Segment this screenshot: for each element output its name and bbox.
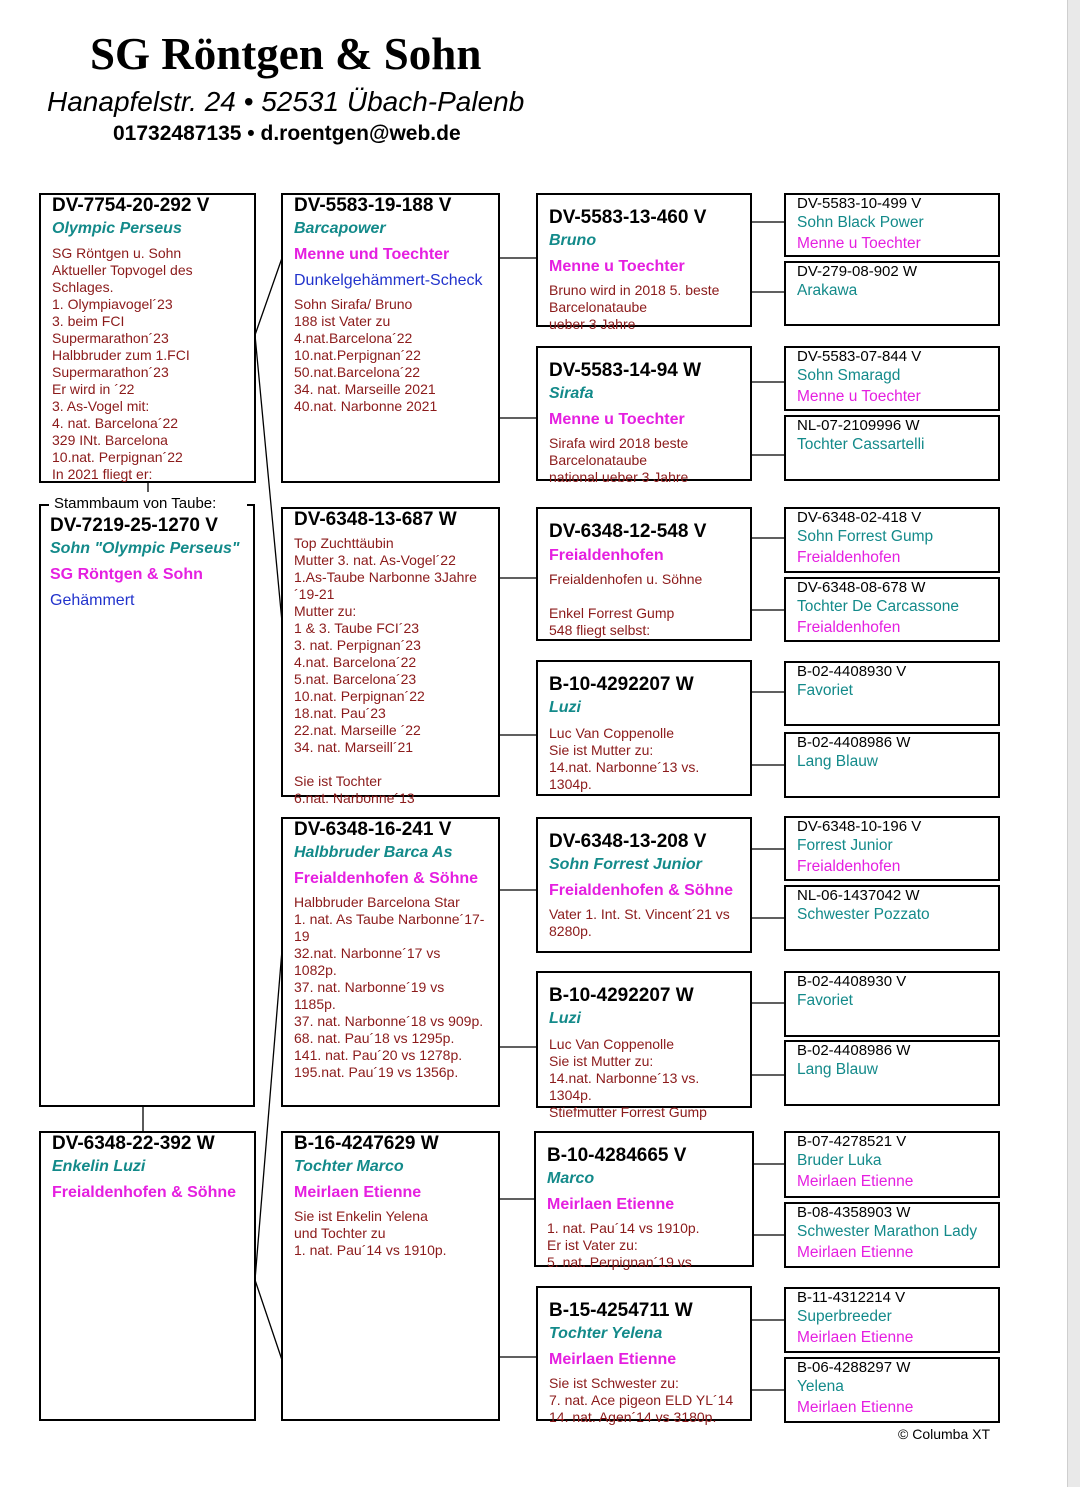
subject-label: Stammbaum von Taube: bbox=[54, 495, 217, 512]
breeder-name: Menne u Toechter bbox=[549, 411, 685, 428]
gen3-card[interactable] bbox=[536, 1286, 752, 1425]
ring-number: B-10-4292207 W bbox=[549, 985, 694, 1006]
gen3-card[interactable] bbox=[536, 346, 752, 485]
pedigree-notes: Luc Van Coppenolle Sie ist Mutter zu: 14.nat. Narbonne´13 vs. 1304p. Stiefmutter Forrest Gump bbox=[549, 1036, 707, 1120]
breeder-name: Menne u Toechter bbox=[797, 388, 921, 405]
color-description: Dunkelgehämmert-Scheck bbox=[294, 272, 483, 289]
mother-card[interactable] bbox=[39, 1131, 256, 1421]
gen4-card[interactable] bbox=[784, 885, 1000, 951]
ring-number: B-07-4278521 V bbox=[797, 1133, 907, 1150]
gen4-card[interactable] bbox=[784, 971, 1000, 1037]
loft-address: Hanapfelstr. 24 • 52531 Übach-Palenb bbox=[47, 86, 525, 117]
pigeon-name: Tochter Marco bbox=[294, 1158, 404, 1175]
pedigree-notes: Sirafa wird 2018 beste Barcelonataube national ueber 3 Jahre bbox=[549, 435, 689, 485]
gen4-card[interactable] bbox=[784, 261, 1000, 326]
pedigree-notes: Vater 1. Int. St. Vincent´21 vs 8280p. bbox=[549, 906, 730, 939]
breeder-name: Menne und Toechter bbox=[294, 246, 450, 263]
breeder-name: Meirlaen Etienne bbox=[797, 1399, 914, 1416]
pedigree-notes: Sie ist Schwester zu: 7. nat. Ace pigeon ELD YL´14 14. nat. Agen´14 vs 3180p. bbox=[549, 1375, 734, 1425]
pigeon-name: Lang Blauw bbox=[797, 753, 879, 770]
ring-number: DV-5583-14-94 W bbox=[549, 360, 702, 381]
breeder-name: Freialdenhofen bbox=[797, 858, 901, 875]
breeder-name: Freialdenhofen bbox=[797, 549, 901, 566]
breeder-name: Menne u Toechter bbox=[797, 235, 921, 252]
ring-number: DV-6348-08-678 W bbox=[797, 579, 926, 596]
ring-number: DV-6348-02-418 V bbox=[797, 509, 922, 526]
pigeon-name: Superbreeder bbox=[797, 1308, 892, 1325]
pedigree-notes: SG Röntgen u. Sohn Aktueller Topvogel des Schlages. 1. Olympiavogel´23 3. beim FCI Supermarathon´23 Halbbruder zum 1.FCI Supermarathon´23 Er wird in ´22 3. As-Vogel mit: 4. nat. Barcelona´22 329 INt. Barcelona 10.nat. Perpignan´22 In 2021 fliegt er: bbox=[52, 245, 193, 482]
pigeon-name: Luzi bbox=[549, 1010, 581, 1027]
pedigree-notes: Sohn Sirafa/ Bruno 188 ist Vater zu 4.nat.Barcelona´22 10.nat.Perpignan´22 50.nat.Barcelona´22 34. nat. Marseille 2021 40.nat. Narbonne 2021 bbox=[294, 296, 438, 414]
pigeon-name: Favoriet bbox=[797, 682, 853, 699]
pigeon-name: Bruder Luka bbox=[797, 1152, 882, 1169]
breeder-name: Meirlaen Etienne bbox=[549, 1351, 677, 1368]
ring-number: DV-5583-13-460 V bbox=[549, 207, 707, 228]
pigeon-name: Bruno bbox=[549, 232, 597, 249]
breeder-name: Meirlaen Etienne bbox=[797, 1173, 914, 1190]
subject-frame-top bbox=[39, 504, 49, 506]
software-copyright: © Columba XT bbox=[898, 1426, 991, 1442]
gen3-card[interactable] bbox=[536, 971, 752, 1120]
pigeon-name: Favoriet bbox=[797, 992, 853, 1009]
loft-title: SG Röntgen & Sohn bbox=[90, 29, 482, 79]
ring-number: DV-5583-10-499 V bbox=[797, 195, 922, 212]
pigeon-name: Sohn Smaragd bbox=[797, 367, 901, 384]
gen4-card[interactable] bbox=[784, 1357, 1000, 1423]
ring-number: NL-06-1437042 W bbox=[797, 887, 920, 904]
gen4-card[interactable] bbox=[784, 816, 1000, 881]
pigeon-name: Forrest Junior bbox=[797, 837, 893, 854]
ring-number: DV-5583-07-844 V bbox=[797, 348, 922, 365]
gen4-card[interactable] bbox=[784, 661, 1000, 726]
pigeon-name: Yelena bbox=[797, 1378, 844, 1395]
grandmother-paternal-card[interactable] bbox=[281, 507, 500, 806]
loft-contact: 01732487135 • d.roentgen@web.de bbox=[113, 122, 461, 145]
gen3-card[interactable] bbox=[536, 507, 752, 641]
gen4-card[interactable] bbox=[784, 507, 1000, 573]
ring-number: DV-5583-19-188 V bbox=[294, 195, 452, 216]
breeder-name: Meirlaen Etienne bbox=[547, 1196, 675, 1213]
gen3-card[interactable] bbox=[536, 817, 752, 953]
gen4-card[interactable] bbox=[784, 1040, 1000, 1106]
ring-number: B-02-4408930 V bbox=[797, 663, 907, 680]
ring-number: B-06-4288297 W bbox=[797, 1359, 911, 1376]
pigeon-name: Luzi bbox=[549, 699, 581, 716]
gen4-card[interactable] bbox=[784, 1287, 1000, 1353]
pigeon-name: Arakawa bbox=[797, 282, 858, 299]
subject-frame-top bbox=[247, 504, 255, 506]
pigeon-name: Schwester Pozzato bbox=[797, 906, 930, 923]
ring-number: DV-6348-10-196 V bbox=[797, 818, 922, 835]
breeder-name: Meirlaen Etienne bbox=[294, 1184, 422, 1201]
breeder-name: Freialdenhofen & Söhne bbox=[549, 882, 734, 899]
pedigree-notes: Halbbruder Barcelona Star 1. nat. As Taube Narbonne´17- 19 32.nat. Narbonne´17 vs 1082p. 37. nat. Narbonne´19 vs 1185p. 37. nat. Narbonne´18 vs 909p. 68. nat. Pau´18 vs 1295p. 141. nat. Pau´20 vs 1278p. 195.nat. Pau´19 vs 1356p. bbox=[294, 894, 485, 1080]
breeder-name: Freialdenhofen bbox=[797, 619, 901, 636]
grandfather-maternal-card[interactable] bbox=[281, 817, 500, 1107]
grandfather-paternal-card[interactable] bbox=[281, 193, 500, 483]
subject-card[interactable] bbox=[39, 505, 255, 1107]
pigeon-name: Sirafa bbox=[549, 385, 594, 402]
gen4-card[interactable] bbox=[784, 1131, 1000, 1198]
ring-number: B-11-4312214 V bbox=[797, 1289, 906, 1306]
ring-number: DV-6348-13-208 V bbox=[549, 831, 707, 852]
gen3-card[interactable] bbox=[536, 660, 752, 796]
breeder-name: Freialdenhofen bbox=[549, 547, 664, 564]
ring-number: B-02-4408930 V bbox=[797, 973, 907, 990]
pigeon-name: Tochter De Carcassone bbox=[797, 598, 959, 615]
subject-ring-number: DV-7219-25-1270 V bbox=[50, 515, 218, 536]
breeder-name: Meirlaen Etienne bbox=[797, 1329, 914, 1346]
ring-number: DV-6348-22-392 W bbox=[52, 1133, 215, 1154]
ring-number: B-08-4358903 W bbox=[797, 1204, 911, 1221]
ring-number: B-16-4247629 W bbox=[294, 1133, 439, 1154]
pigeon-name: Halbbruder Barca As bbox=[294, 844, 453, 861]
pigeon-name: Tochter Yelena bbox=[549, 1325, 663, 1342]
gen4-card[interactable] bbox=[784, 577, 1000, 642]
breeder-name: Freialdenhofen & Söhne bbox=[52, 1184, 237, 1201]
pigeon-name: Tochter Cassartelli bbox=[797, 436, 925, 453]
pedigree-notes: 1. nat. Pau´14 vs 1910p. Er ist Vater zu: 5. nat. Perpignan´19 vs bbox=[547, 1220, 700, 1270]
pigeon-name: Lang Blauw bbox=[797, 1061, 879, 1078]
subject-breeder: SG Röntgen & Sohn bbox=[50, 566, 203, 583]
ring-number: DV-7754-20-292 V bbox=[52, 195, 210, 216]
breeder-name: Freialdenhofen & Söhne bbox=[294, 870, 479, 887]
gen4-card[interactable] bbox=[784, 415, 1000, 481]
pigeon-name: Sohn Forrest Junior bbox=[549, 856, 702, 873]
subject-name: Sohn "Olympic Perseus" bbox=[50, 540, 240, 557]
breeder-name: Meirlaen Etienne bbox=[797, 1244, 914, 1261]
ring-number: B-10-4292207 W bbox=[549, 674, 694, 695]
grandmother-maternal-card[interactable] bbox=[281, 1131, 500, 1421]
breeder-name: Menne u Toechter bbox=[549, 258, 685, 275]
pedigree-notes: Bruno wird in 2018 5. beste Barcelonataube ueber 3 Jahre bbox=[549, 282, 720, 332]
pigeon-name: Barcapower bbox=[294, 220, 386, 237]
pigeon-name: Olympic Perseus bbox=[52, 220, 182, 237]
ring-number: B-02-4408986 W bbox=[797, 734, 911, 751]
ring-number: DV-6348-16-241 V bbox=[294, 819, 452, 840]
ring-number: DV-6348-13-687 W bbox=[294, 509, 457, 530]
gen4-card[interactable] bbox=[784, 193, 1000, 257]
gen3-card[interactable] bbox=[534, 1131, 754, 1270]
ring-number: NL-07-2109996 W bbox=[797, 417, 920, 434]
pigeon-name: Schwester Marathon Lady bbox=[797, 1223, 978, 1240]
subject-color: Gehämmert bbox=[50, 592, 135, 609]
pigeon-name: Sohn Black Power bbox=[797, 214, 924, 231]
pedigree-notes: Top Zuchttäubin Mutter 3. nat. As-Vogel´22 1.As-Taube Narbonne 3Jahre ´19-21 Mutter zu: 1 & 3. Taube FCI´23 3. nat. Perpignan´23 4.nat. Barcelona´22 5.nat. Barcelona´23 10.nat. Perpignan´22 18.nat. Pau´23 22.nat. Marseille ´22 34. nat. Marseill´21 bbox=[294, 535, 477, 755]
gen4-card[interactable] bbox=[784, 1202, 1000, 1268]
ring-number: B-10-4284665 V bbox=[547, 1145, 687, 1166]
gen3-card[interactable] bbox=[536, 193, 752, 332]
pigeon-name: Enkelin Luzi bbox=[52, 1158, 146, 1175]
pigeon-name: Marco bbox=[547, 1170, 595, 1187]
ring-number: B-15-4254711 W bbox=[549, 1300, 693, 1321]
gen4-card[interactable] bbox=[784, 346, 1000, 411]
father-card[interactable] bbox=[39, 193, 256, 483]
pedigree-notes: Sie ist Enkelin Yelena und Tochter zu 1. nat. Pau´14 vs 1910p. bbox=[294, 1208, 447, 1258]
pedigree-notes: Freialdenhofen u. Söhne Enkel Forrest Gump 548 fliegt selbst: bbox=[549, 571, 703, 638]
ring-number: DV-6348-12-548 V bbox=[549, 521, 707, 542]
gen4-card[interactable] bbox=[784, 732, 1000, 798]
pedigree-notes-extra: Sie ist Tochter 6.nat. Narbonne´13 bbox=[294, 773, 415, 806]
pigeon-name: Sohn Forrest Gump bbox=[797, 528, 934, 545]
pedigree-notes: Luc Van Coppenolle Sie ist Mutter zu: 14.nat. Narbonne´13 vs. 1304p. bbox=[549, 725, 700, 792]
ring-number: B-02-4408986 W bbox=[797, 1042, 911, 1059]
ring-number: DV-279-08-902 W bbox=[797, 263, 918, 280]
